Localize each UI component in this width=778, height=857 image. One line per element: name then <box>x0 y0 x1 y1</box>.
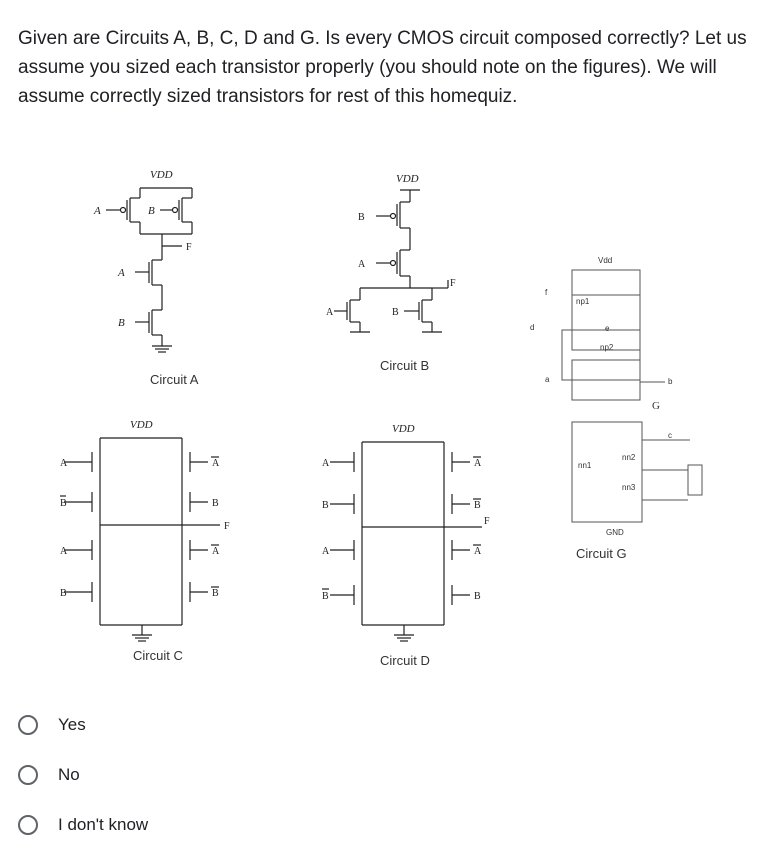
circuit-g-np2: np2 <box>600 343 614 352</box>
circuit-g-vdd: Vdd <box>598 256 613 265</box>
circuit-a <box>93 169 199 387</box>
circuit-b <box>326 173 456 373</box>
option-no[interactable] <box>18 750 418 800</box>
option-dont-know[interactable] <box>18 800 418 850</box>
circuit-b-label-a1: A <box>358 259 366 270</box>
circuit-d-vdd: VDD <box>392 423 415 435</box>
circuit-c-label-a2: A <box>60 546 68 557</box>
circuit-a-label-a1: A <box>94 205 101 217</box>
circuit-g-gnd: GND <box>606 528 624 537</box>
circuit-g-e-label: e <box>605 324 610 333</box>
circuit-b-caption: Circuit B <box>380 358 430 373</box>
circuit-d-label-a: A <box>322 458 330 469</box>
option-dont-know-label: I don't know <box>58 815 149 834</box>
circuit-g-nn2: nn2 <box>622 453 636 462</box>
circuit-a-label-a2: A <box>118 267 125 279</box>
circuit-a-output-f: F <box>186 242 192 253</box>
circuit-b-output-f: F <box>450 278 456 289</box>
circuit-b-label-a2: A <box>326 307 334 318</box>
radio-yes[interactable] <box>18 715 38 735</box>
circuit-g-b-label: b <box>668 377 673 386</box>
circuit-d-label-a2: A <box>322 546 330 557</box>
circuit-d-label-abar2: A <box>474 546 482 557</box>
circuit-c-output-f: F <box>224 521 230 532</box>
circuit-b-label-b2: B <box>392 307 399 318</box>
circuit-d <box>322 423 490 668</box>
circuit-a-label-b2: B <box>118 317 125 329</box>
option-no-label: No <box>58 765 80 784</box>
circuit-a-vdd: VDD <box>150 169 173 181</box>
circuit-d-label-bbar2: B <box>474 500 481 511</box>
circuit-c-label-b3: B <box>212 498 219 509</box>
circuit-c-label-b2: B <box>60 588 67 599</box>
circuit-d-label-bbar: B <box>322 591 329 602</box>
circuit-c-label-a: A <box>60 458 68 469</box>
circuit-d-output-f: F <box>484 516 490 527</box>
circuit-g-a-label: a <box>545 375 550 384</box>
circuit-d-label-b2: B <box>474 591 481 602</box>
circuit-a-label-b1: B <box>148 205 155 217</box>
circuit-b-label-b1: B <box>358 212 365 223</box>
circuits-diagram <box>0 150 778 690</box>
circuit-c-label-abar2: A <box>212 546 220 557</box>
radio-no[interactable] <box>18 765 38 785</box>
option-yes[interactable] <box>18 700 418 750</box>
circuit-c-label-bbar: B <box>60 498 67 509</box>
circuit-g-g-label: G <box>652 400 660 412</box>
circuit-g-nn3: nn3 <box>622 483 636 492</box>
circuit-c-label-abar: A <box>212 458 220 469</box>
circuit-d-label-abar: A <box>474 458 482 469</box>
question-text: Given are Circuits A, B, C, D and G. Is every CMOS circuit composed correctly? Let us assume you sized each transistor properly (you should note on the figures). We will assume correctly sized transistors for rest of this homequiz. <box>18 28 747 107</box>
circuit-c-label-bbar2: B <box>212 588 219 599</box>
circuit-b-vdd: VDD <box>396 173 419 185</box>
circuit-g-nn1: nn1 <box>578 461 592 470</box>
circuit-d-caption: Circuit D <box>380 653 430 668</box>
answer-options <box>18 700 418 850</box>
circuit-c <box>60 419 230 663</box>
circuit-g <box>530 256 702 561</box>
circuit-g-d-label: d <box>530 323 535 332</box>
circuit-a-caption: Circuit A <box>150 372 199 387</box>
radio-dont-know[interactable] <box>18 815 38 835</box>
circuit-g-c-label: c <box>668 431 672 440</box>
circuit-c-caption: Circuit C <box>133 648 183 663</box>
circuit-g-f-label: f <box>545 288 548 297</box>
circuits-figure <box>0 150 778 690</box>
circuit-g-caption: Circuit G <box>576 546 627 561</box>
option-yes-label: Yes <box>58 715 86 734</box>
circuit-g-np1: np1 <box>576 297 590 306</box>
circuit-d-label-b: B <box>322 500 329 511</box>
circuit-c-vdd: VDD <box>130 419 153 431</box>
